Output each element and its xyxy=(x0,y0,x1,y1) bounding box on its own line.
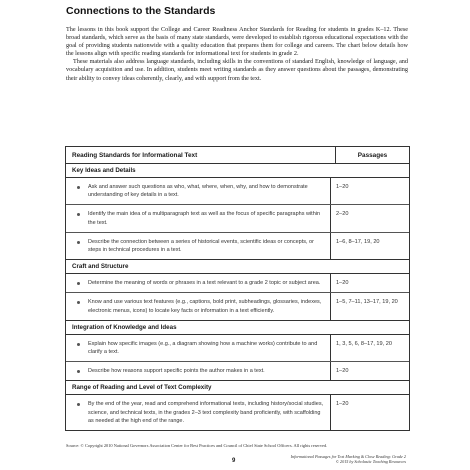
source-note: Source: © Copyright 2010 National Governors Association Center for Best Practices and Council of Chief State School Officers. All rights reserved. xyxy=(66,443,328,448)
standard-text: Identify the main idea of a multiparagraph text as well as the focus of specific paragraphs within the text. xyxy=(88,211,321,226)
bullet-icon xyxy=(77,370,80,373)
section-heading: Key Ideas and Details xyxy=(66,164,409,178)
intro-paragraph-2: These materials also address language standards, including skills in the conventions of standard English, knowledge of language, and vocabulary acquisition and use. In addition, students meet writing standards as they answer questions about the passages, demonstrating their ability to convey ideas coherently, clearly, and with support from the text. xyxy=(66,58,408,82)
passages-value: 1, 3, 5, 6, 8–17, 19, 20 xyxy=(336,340,392,347)
standard-text: Describe the connection between a series of historical events, scientific ideas or concepts, or steps in technical procedures in a text. xyxy=(88,238,314,254)
standards-column-header: Reading Standards for Informational Text xyxy=(66,147,336,163)
page-number: 9 xyxy=(232,458,236,464)
footer-book-title: Informational Passages for Text Marking & Close Reading: Grade 2 xyxy=(290,454,406,459)
standards-table xyxy=(65,146,410,431)
passages-value: 1–20 xyxy=(336,401,349,408)
table-row xyxy=(66,362,409,381)
standard-text: Determine the meaning of words or phrases in a text relevant to a grade 2 topic or subject area. xyxy=(88,280,321,287)
table-header xyxy=(66,147,409,164)
bullet-icon xyxy=(77,241,80,244)
passages-value: 1–20 xyxy=(336,184,349,190)
standard-text: Explain how specific images (e.g., a diagram showing how a machine works) contribute to and clarify a text. xyxy=(88,340,318,356)
passages-value: 2–20 xyxy=(336,211,349,218)
table-row xyxy=(66,335,409,362)
bullet-icon xyxy=(77,186,80,189)
passages-value: 1–20 xyxy=(336,368,349,375)
standard-text: Know and use various text features (e.g., captions, bold print, subheadings, glossaries, indexes, electronic menus, icons) to locate key facts or information in a text efficiently. xyxy=(88,299,322,314)
footer-credit xyxy=(291,454,406,465)
passages-value: 1–5, 7–11, 13–17, 19, 20 xyxy=(336,299,398,306)
bullet-icon xyxy=(77,343,80,346)
standard-text: Describe how reasons support specific points the author makes in a text. xyxy=(88,368,265,375)
bullet-icon xyxy=(77,213,80,216)
passages-value: 1–20 xyxy=(336,280,349,287)
standard-text: Ask and answer such questions as who, what, where, when, why, and how to demonstrate understanding of key details in a text. xyxy=(88,184,308,199)
bullet-icon xyxy=(77,282,80,285)
table-row xyxy=(66,178,409,205)
passages-value: 1–6, 8–17, 19, 20 xyxy=(336,238,380,245)
bullet-icon xyxy=(77,403,80,406)
passages-column-header: Passages xyxy=(357,151,388,159)
table-row xyxy=(66,233,409,260)
intro-text xyxy=(66,26,408,83)
standard-text: By the end of the year, read and comprehend informational texts, including history/social studies, science, and technical texts, in the grades 2–3 text complexity band proficiently, with scaffolding as needed at the high end of the range. xyxy=(88,401,324,424)
bullet-icon xyxy=(77,301,80,304)
table-row xyxy=(66,293,409,320)
table-row xyxy=(66,205,409,232)
section-heading: Range of Reading and Level of Text Complexity xyxy=(66,381,409,395)
section-heading: Craft and Structure xyxy=(66,260,409,274)
table-row xyxy=(66,274,409,293)
table-row xyxy=(66,395,409,430)
footer-copyright: © 2015 by Scholastic Teaching Resources xyxy=(335,459,406,465)
intro-paragraph-1: The lessons in this book support the College and Career Readiness Anchor Standards for Reading for students in grades K–12. These broad standards, which serve as the basis of many state standards, were developed to establish rigorous educational expectations with the goal of providing students nationwide with a quality education that prepares them for college and careers. The chart below details how the lessons align with specific reading standards for informational text for students in grade 2. xyxy=(66,26,408,58)
page-title: Connections to the Standards xyxy=(66,5,216,17)
section-heading: Integration of Knowledge and Ideas xyxy=(66,321,409,335)
